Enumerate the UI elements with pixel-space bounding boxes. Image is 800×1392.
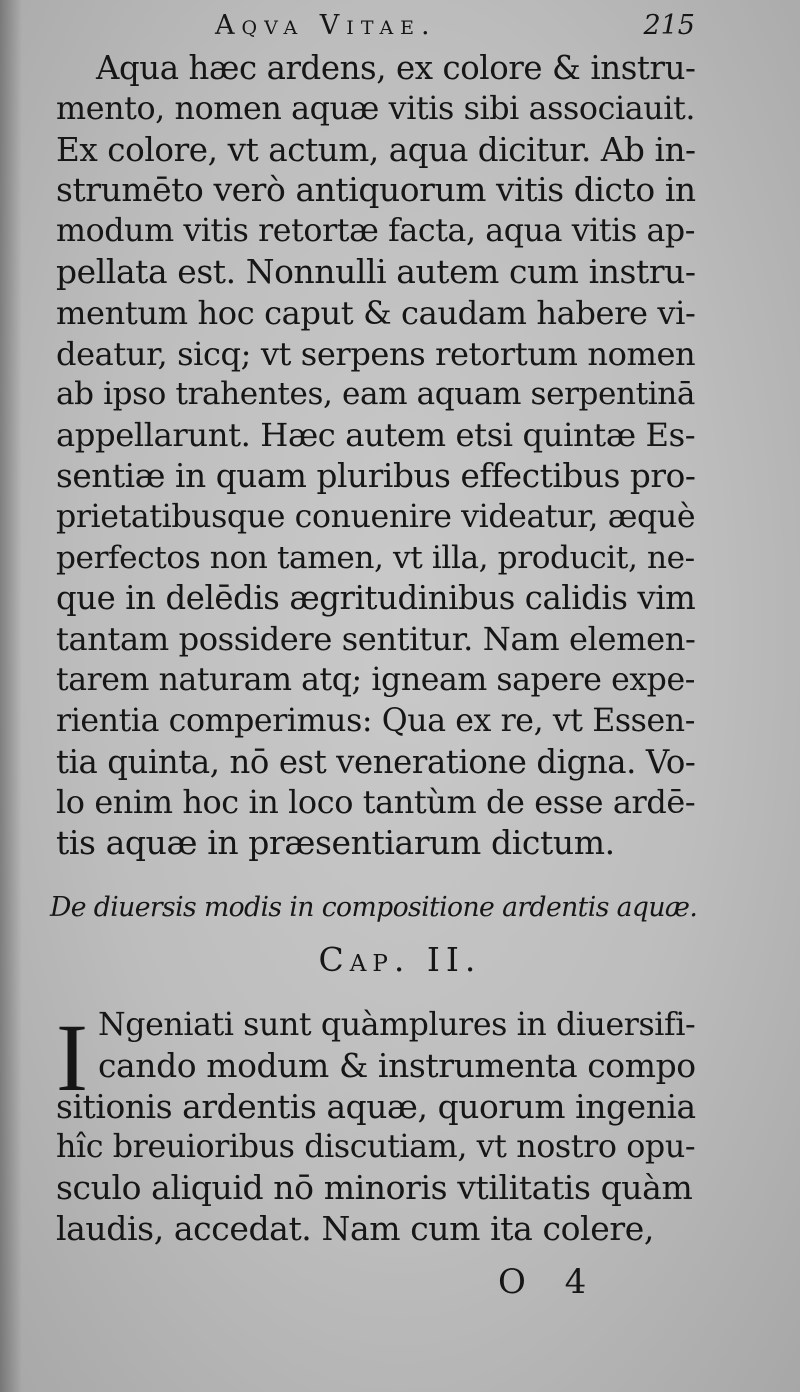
text-line: tarem naturam atq; igneam sapere expe- [56,661,695,698]
running-head [215,10,695,50]
text-line: mento, nomen aquæ vitis sibi associauit. [56,90,696,127]
text-line: deatur, sicq; vt serpens retortum nomen [56,334,696,373]
signature-mark: O 4 [498,1262,601,1302]
text-line: perfectos non tamen, vt illa, producit, ne- [56,539,695,576]
text-line: Aqua hæc ardens, ex colore & instru- [96,49,696,87]
running-head-title: Aqva Vitae. [215,10,437,41]
drop-cap-initial: I [56,1004,88,1111]
text-line: tantam possidere sentitur. Nam elemen- [56,620,696,659]
paragraph-2 [56,1005,696,1250]
text-line: ab ipso trahentes, eam aquam serpentinā [56,376,696,413]
text-line: rientia comperimus: Qua ex re, vt Essen- [56,702,695,739]
text-line: pellata est. Nonnulli autem cum instru- [56,251,696,291]
text-line: laudis, accedat. Nam cum ita colere, [56,1208,654,1248]
page-number: 215 [643,10,695,41]
text-line: hîc breuioribus discutiam, vt nostro opu- [56,1129,696,1166]
text-line: tis aquæ in præsentiarum dictum. [56,823,615,863]
text-line: que in delēdis ægritudinibus calidis vim [56,579,696,618]
text-line: lo enim hoc in loco tantùm de esse ardē- [56,783,696,822]
text-line: prietatibusque conuenire videatur, æquè [56,498,696,535]
text-line: tia quinta, nō est veneratione digna. Vo- [56,742,696,781]
text-line: sentiæ in quam pluribus effectibus pro- [56,456,696,495]
section-heading: De diuersis modis in compositione ardentis aquæ. [50,892,698,923]
chapter-label: Cap. II. [318,940,482,979]
text-line: modum vitis retortæ facta, aqua vitis ap- [56,213,696,250]
text-line: mentum hoc caput & caudam habere vi- [56,293,696,332]
text-line: Ngeniati sunt quàmplures in diuersifi- [98,1007,696,1043]
text-line: cando modum & instrumenta compo [98,1045,696,1085]
text-line: sculo aliquid nō minoris vtilitatis quàm [56,1168,693,1208]
text-line: appellarunt. Hæc autem etsi quintæ Es- [56,416,696,455]
paragraph-1 [56,48,696,864]
text-line: Ex colore, vt actum, aqua dicitur. Ab in- [56,130,696,169]
text-line: sitionis ardentis aquæ, quorum ingenia [56,1087,696,1126]
text-line: strumēto verò antiquorum vitis dicto in [56,170,696,210]
